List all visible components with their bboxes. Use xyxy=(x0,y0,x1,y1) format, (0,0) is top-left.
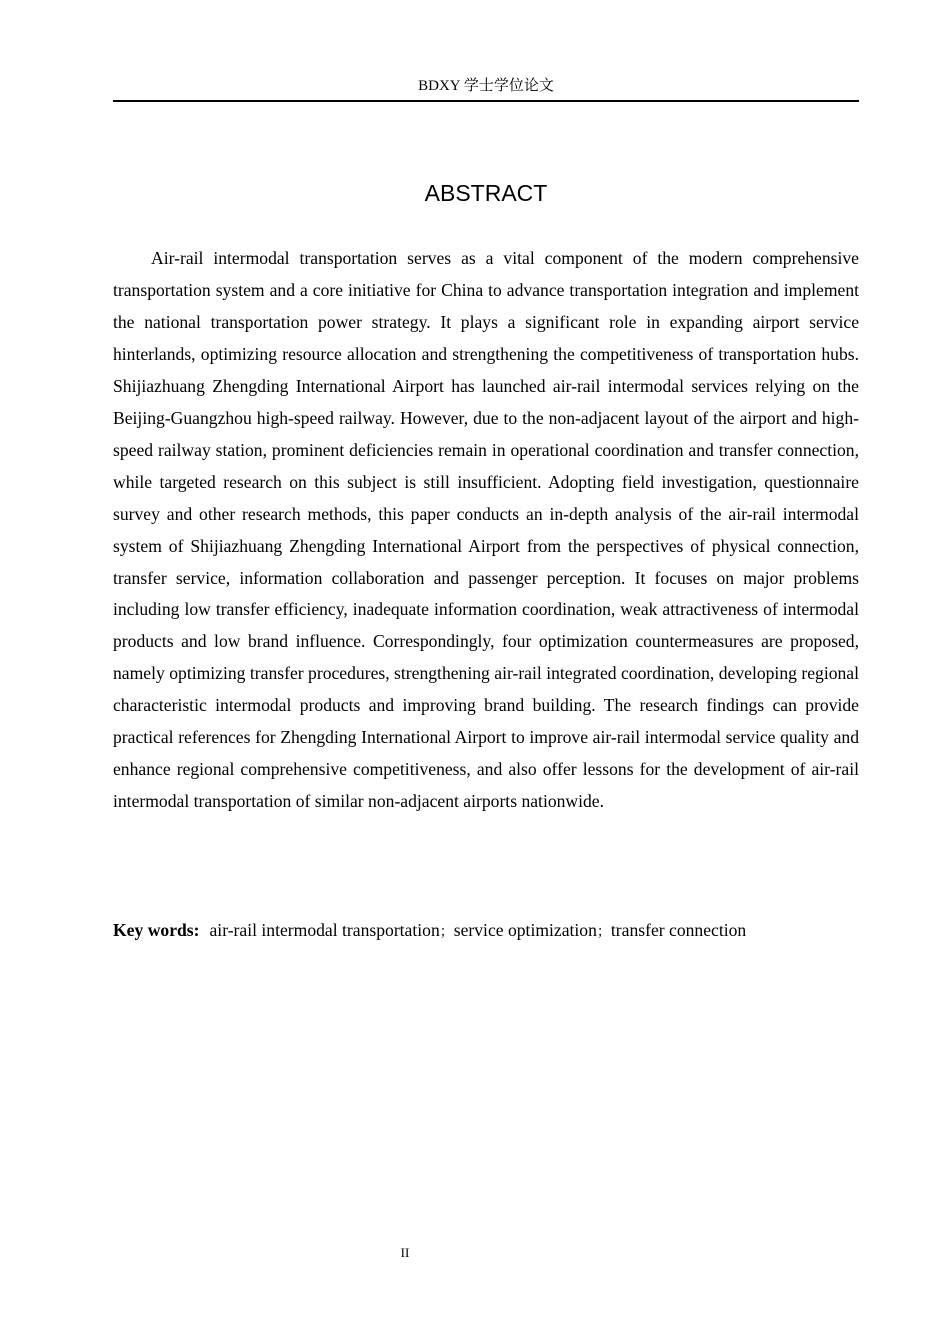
keyword-separator: ； xyxy=(596,924,611,940)
header-rule xyxy=(113,100,859,102)
keywords-label: Key words: xyxy=(113,920,200,940)
keyword-item: air-rail intermodal transportation xyxy=(209,920,440,940)
abstract-title: ABSTRACT xyxy=(424,180,548,206)
page-number: II xyxy=(400,1245,410,1260)
running-header: BDXY 学士学位论文 xyxy=(418,78,554,94)
keyword-separator: ； xyxy=(439,924,454,940)
keyword-item: service optimization xyxy=(453,920,597,940)
abstract-body: Air-rail intermodal transportation serves as a vital component of the modern comprehensive transportation system and a core initiative for China to advance transportation integration and implement the national transportation power strategy. It plays a significant role in expanding airport service hinterlands, optimizing resource allocation and strengthening the competitiveness of transportation hubs. Shijiazhuang Zhengding International Airport has launched air-rail intermodal services relying on the Beijing-Guangzhou high-speed railway. However, due to the non-adjacent layout of the airport and high-speed railway station, prominent deficiencies remain in operational coordination and transfer connection, while targeted research on this subject is still insufficient. Adopting field investigation, questionnaire survey and other research methods, this paper conducts an in-depth analysis of the air-rail intermodal system of Shijiazhuang Zhengding International Airport from the perspectives of physical connection, transfer service, information collaboration and passenger perception. It focuses on major problems including low transfer efficiency, inadequate information coordination, weak attractiveness of intermodal products and low brand influence. Correspondingly, four optimization countermeasures are proposed, namely optimizing transfer procedures, strengthening air-rail integrated coordination, developing regional characteristic intermodal products and improving brand building. The research findings can provide practical references for Zhengding International Airport to improve air-rail intermodal service quality and enhance regional comprehensive competitiveness, and also offer lessons for the development of air-rail intermodal transportation of similar non-adjacent airports nationwide. xyxy=(113,248,859,812)
keyword-item: transfer connection xyxy=(610,920,747,940)
keywords-line xyxy=(113,915,859,949)
